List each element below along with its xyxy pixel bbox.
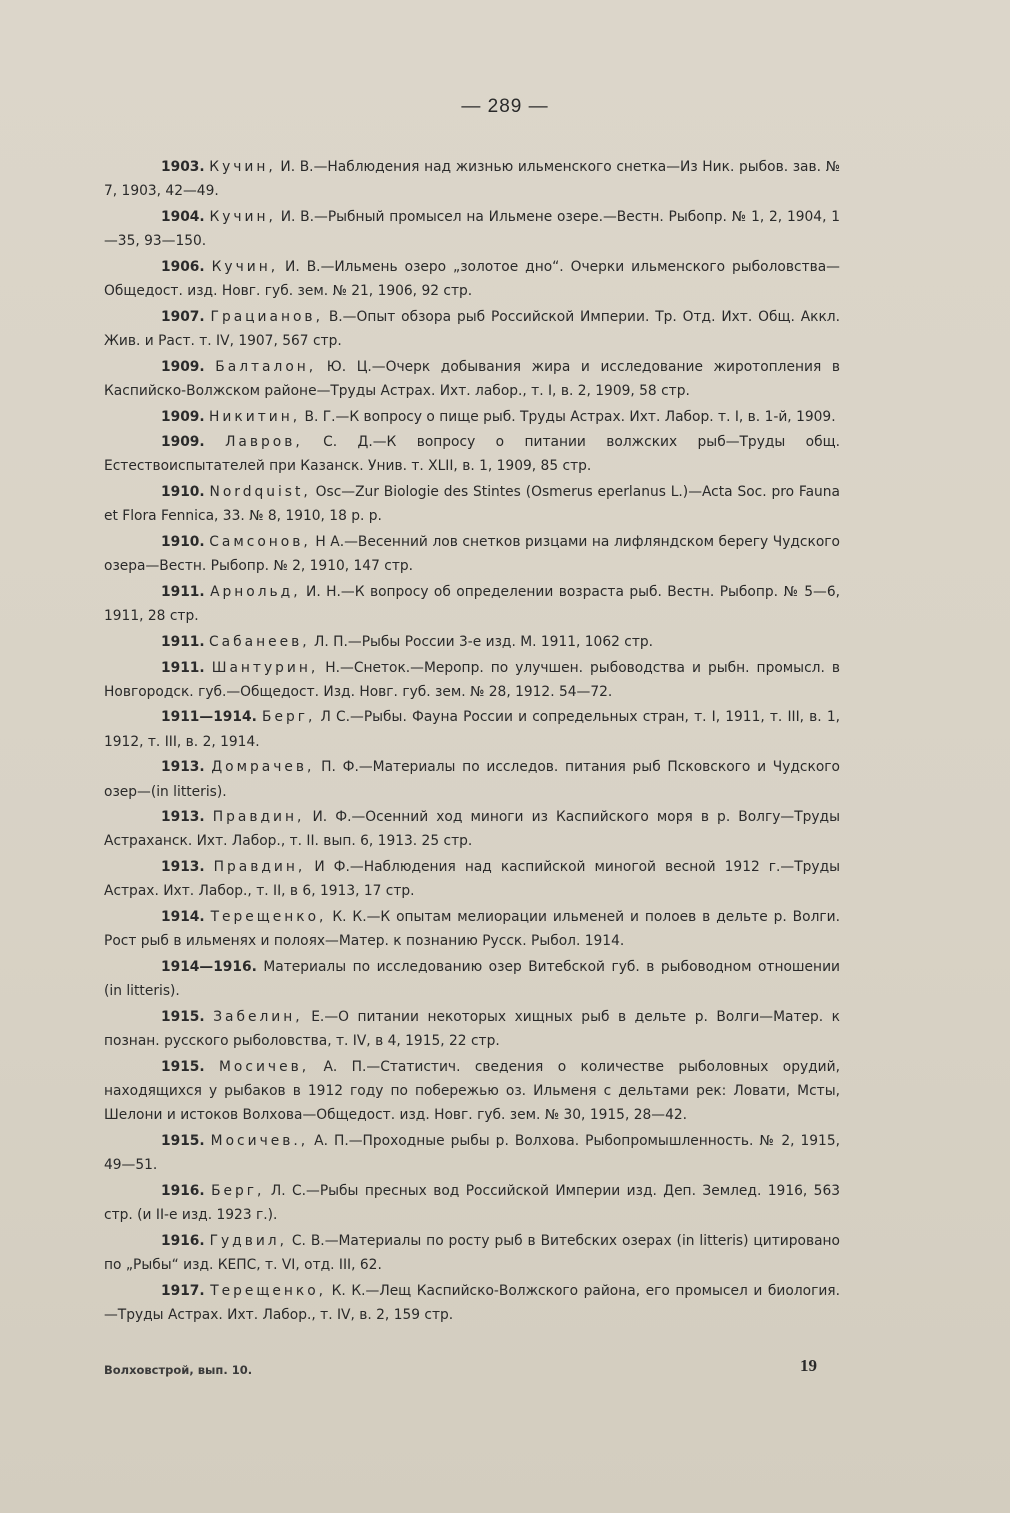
entry-year: 1911.	[161, 659, 205, 676]
entry-year: 1906.	[161, 258, 205, 275]
entry-citation: В.—Опыт обзора рыб Российской Империи. Тр. Отд. Ихт. Общ. Аккл. Жив. и Раст. т. IV, 1907, 567 стр.	[104, 308, 841, 349]
entry-year: 1916.	[161, 1232, 205, 1249]
entry-citation: Л С.—Рыбы. Фауна России и сопредельных стран, т. I, 1911, т. III, в. 1, 1912, т. III, в. 2, 1914.	[104, 709, 841, 750]
footer-signature-number: 19	[800, 1356, 817, 1375]
entry-year: 1904.	[161, 208, 205, 225]
entry-citation: И Ф.—Наблюдения над каспийской миногой весной 1912 г.—Труды Астрах. Ихт. Лабор., т. II, в 6, 1913, 17 стр.	[104, 859, 840, 900]
entry-citation: Л. С.—Рыбы пресных вод Российской Империи изд. Деп. Землед. 1916, 563 стр. (и II-е изд. 1923 г.).	[104, 1182, 840, 1224]
entry-citation: С. Д.—К вопросу о питании волжских рыб—Труды общ. Естествоиспытателей при Казанск. Унив. т. XLII, в. 1, 1909, 85 стр.	[104, 434, 841, 475]
entry-year: 1915.	[161, 1058, 205, 1075]
page-number: — 289 —	[461, 96, 549, 117]
bibliography-entry	[104, 805, 840, 853]
entry-year: 1914—1916.	[161, 959, 257, 975]
bibliography-entry	[104, 1055, 840, 1128]
bibliography-entry	[104, 656, 840, 704]
entry-year: 1910.	[161, 484, 205, 501]
entry-author: Кучин,	[211, 258, 279, 275]
entry-year: 1915.	[161, 1008, 205, 1025]
entry-author: Гудвил,	[209, 1232, 287, 1249]
entry-author: Балталон,	[215, 358, 317, 375]
entry-citation: И. Н.—К вопросу об определении возраста рыб. Вестн. Рыбопр. № 5—6, 1911, 28 стр.	[104, 583, 840, 625]
entry-citation: Л. П.—Рыбы России 3-е изд. М. 1911, 1062 стр.	[309, 633, 654, 650]
entry-author: Лавров,	[225, 434, 303, 451]
entry-author: Берг,	[211, 1182, 265, 1199]
bibliography-entry	[104, 580, 840, 628]
bibliography-entry	[104, 1279, 840, 1327]
entry-citation: К. К.—Лещ Каспийско-Волжского района, его промысел и биология.—Труды Астрах. Ихт. Лабор., т. IV, в. 2, 159 стр.	[104, 1282, 840, 1323]
entry-year: 1909.	[161, 358, 205, 375]
bibliography-entry	[104, 530, 840, 578]
bibliography-entry	[104, 430, 840, 478]
entry-year: 1913.	[161, 809, 205, 826]
entry-author: Грацианов,	[210, 308, 323, 325]
entry-year: 1913.	[161, 859, 205, 876]
entry-citation: П. Ф.—Материалы по исследов. питания рыб Псковского и Чудского озер—(in litteris).	[104, 759, 840, 800]
bibliography-entry	[104, 1229, 840, 1277]
entry-author: Домрачев,	[211, 759, 315, 776]
entry-year: 1903.	[161, 159, 205, 175]
entry-author: Забелин,	[213, 1008, 303, 1025]
entry-author: Кучин,	[209, 159, 276, 175]
bibliography-entry	[104, 305, 840, 353]
entry-year: 1909.	[161, 408, 205, 425]
entry-year: 1915.	[161, 1132, 205, 1149]
entry-author: Самсонов,	[209, 534, 311, 551]
bibliography-list	[104, 155, 840, 1329]
entry-year: 1910.	[161, 534, 205, 551]
bibliography-entry	[104, 405, 840, 429]
entry-citation: И. Ф.—Осенний ход миноги из Каспийского моря в р. Волгу—Труды Астраханск. Ихт. Лабор., т. II. вып. 6, 1913. 25 стр.	[104, 809, 840, 850]
bibliography-entry	[104, 1179, 840, 1227]
entry-citation: Н.—Снеток.—Меропр. по улучшен. рыбоводства и рыбн. промысл. в Новгородск. губ.—Общедост. Изд. Новг. губ. зем. № 28, 1912. 54—72.	[104, 659, 841, 700]
entry-author: Шантурин,	[211, 659, 319, 676]
bibliography-entry	[104, 1129, 840, 1177]
bibliography-entry	[104, 630, 840, 654]
entry-citation: Ю. Ц.—Очерк добывания жира и исследование жиротопления в Каспийско-Волжском районе—Труды Астрах. Ихт. лабор., т. I, в. 2, 1909, 58 стр.	[104, 358, 840, 399]
entry-citation: Н А.—Весенний лов снетков ризцами на лифляндском берегу Чудского озера—Вестн. Рыбопр. № 2, 1910, 147 стр.	[104, 534, 840, 575]
entry-year: 1917.	[161, 1282, 205, 1299]
entry-citation: Е.—О питании некоторых хищных рыб в дельте р. Волги—Матер. к познан. русского рыболовства, т. IV, в 4, 1915, 22 стр.	[104, 1008, 840, 1050]
entry-author: Берг,	[262, 709, 316, 726]
entry-year: 1909.	[161, 434, 205, 451]
entry-author: Правдин,	[212, 809, 305, 826]
bibliography-entry	[104, 755, 840, 803]
entry-citation: И. В.—Наблюдения над жизнью ильменского снетка—Из Ник. рыбов. зав. № 7, 1903, 42—49.	[104, 159, 840, 200]
entry-citation: С. В.—Материалы по росту рыб в Витебских озерах (in litteris) цитировано по „Рыбы“ изд. КЕПС, т. VI, отд. III, 62.	[104, 1232, 841, 1273]
entry-citation: А. П.—Проходные рыбы р. Волхова. Рыбопромышленность. № 2, 1915, 49—51.	[104, 1132, 840, 1174]
bibliography-entry	[104, 855, 840, 903]
entry-author: Никитин,	[209, 408, 301, 425]
entry-year: 1913.	[161, 759, 205, 776]
footer-series-title: Волховстрой, вып. 10.	[104, 1363, 253, 1377]
entry-citation: И. В.—Рыбный промысел на Ильмене озере.—Вестн. Рыбопр. № 1, 2, 1904, 1—35, 93—150.	[104, 208, 841, 250]
entry-year: 1907.	[161, 308, 205, 325]
bibliography-entry	[104, 205, 840, 253]
entry-year: 1911.	[161, 633, 205, 650]
bibliography-entry	[104, 1005, 840, 1053]
entry-author: Мосичев.,	[210, 1132, 309, 1149]
entry-citation: К. К.—К опытам мелиорации ильменей и полоев в дельте р. Волги. Рост рыб в ильменях и полоях—Матер. к познанию Русск. Рыбол. 1914.	[104, 909, 841, 950]
entry-author: Терещенко,	[210, 1282, 327, 1299]
entry-author: Мосичев,	[219, 1058, 310, 1075]
entry-year: 1911.	[161, 583, 205, 600]
bibliography-entry	[104, 905, 840, 953]
entry-year: 1916.	[161, 1182, 205, 1199]
entry-citation: И. В.—Ильмень озеро „золотое дно“. Очерки ильменского рыболовства—Общедост. изд. Новг. губ. зем. № 21, 1906, 92 стр.	[104, 258, 840, 300]
entry-citation: Материалы по исследованию озер Витебской губ. в рыбоводном отношении (in litteris).	[104, 959, 840, 1000]
entry-author: Nordquist,	[209, 484, 311, 501]
entry-author: Арнольд,	[210, 583, 301, 600]
entry-author: Кучин,	[209, 208, 276, 225]
entry-author: Сабанеев,	[209, 633, 310, 650]
entry-citation: В. Г.—К вопросу о пище рыб. Труды Астрах. Ихт. Лабор. т. I, в. 1-й, 1909.	[300, 408, 836, 425]
entry-author: Правдин,	[213, 859, 306, 876]
entry-year: 1911—1914.	[161, 709, 257, 726]
entry-year: 1914.	[161, 909, 205, 926]
bibliography-entry	[104, 355, 840, 403]
bibliography-entry	[104, 705, 840, 753]
bibliography-entry	[104, 955, 840, 1003]
bibliography-entry	[104, 255, 840, 303]
bibliography-entry	[104, 155, 840, 203]
entry-citation: Osc—Zur Biologie des Stintes (Osmerus eperlanus L.)—Acta Soc. pro Fauna et Flora Fennica, 33. № 8, 1910, 18 p. p.	[104, 484, 840, 525]
bibliography-entry	[104, 480, 840, 528]
entry-citation: А. П.—Статистич. сведения о количестве рыболовных орудий, находящихся у рыбаков в 1912 году по побережью оз. Ильменя с дельтами рек: Ловати, Мсты, Шелони и истоков Волхова—Общедост. изд. Новг. губ. зем. № 30, 1915, 28—42.	[104, 1058, 841, 1124]
entry-author: Терещенко,	[210, 909, 327, 926]
